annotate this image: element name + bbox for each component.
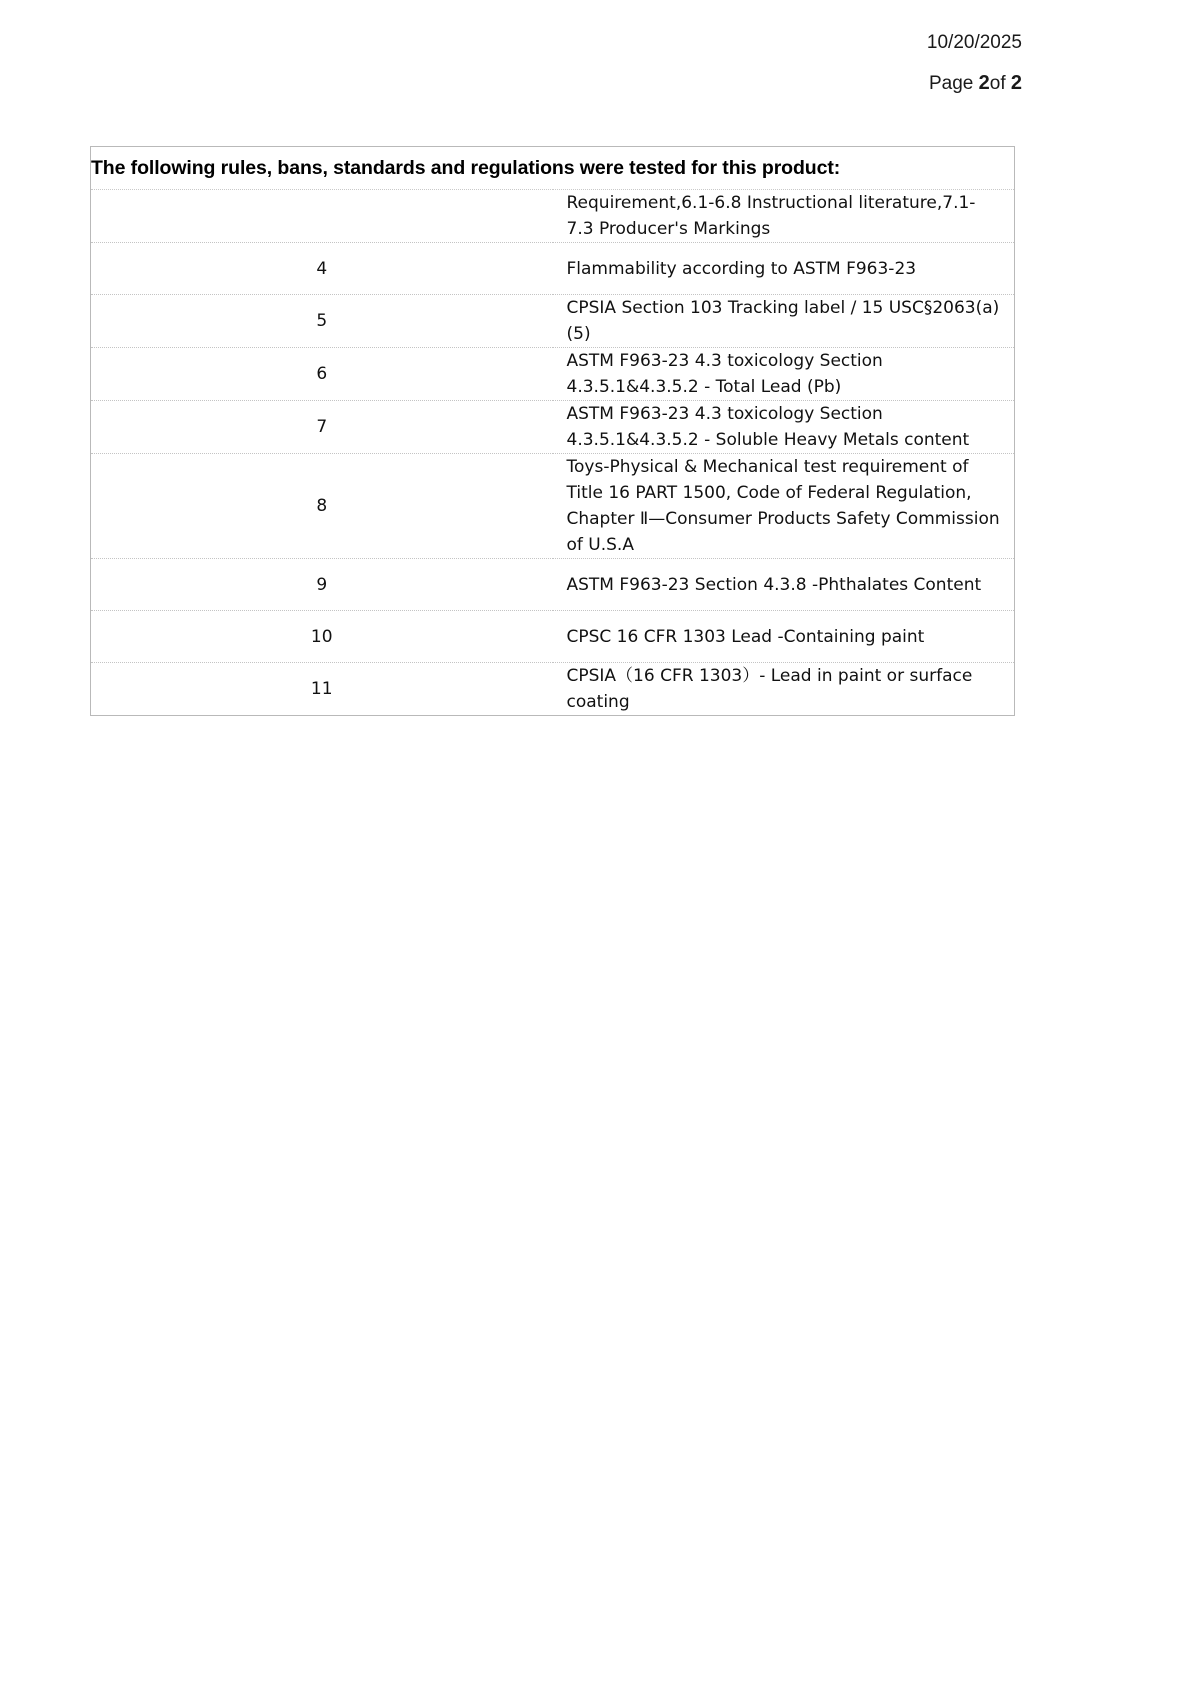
regulations-table-container	[90, 146, 1015, 716]
row-description: CPSC 16 CFR 1303 Lead -Containing paint	[553, 611, 1015, 663]
header-page-indicator	[927, 70, 1022, 97]
row-description: CPSIA Section 103 Tracking label / 15 USC§2063(a)(5)	[553, 295, 1015, 348]
table-row	[91, 559, 1015, 611]
row-number: 7	[91, 401, 553, 454]
table-row	[91, 454, 1015, 559]
row-number: 8	[91, 454, 553, 559]
row-description: ASTM F963-23 Section 4.3.8 -Phthalates Content	[553, 559, 1015, 611]
row-description: Flammability according to ASTM F963-23	[553, 243, 1015, 295]
page-number: 2	[978, 72, 990, 94]
page-header	[927, 30, 1022, 97]
table-row	[91, 401, 1015, 454]
row-number	[91, 190, 553, 243]
table-row	[91, 190, 1015, 243]
page-total: 2	[1010, 72, 1022, 94]
row-description: Toys-Physical & Mechanical test requirement of Title 16 PART 1500, Code of Federal Regulation, Chapter Ⅱ—Consumer Products Safety Commission of U.S.A	[553, 454, 1015, 559]
table-row	[91, 611, 1015, 663]
row-number: 4	[91, 243, 553, 295]
row-number: 6	[91, 348, 553, 401]
table-title-row	[91, 147, 1015, 190]
row-number: 9	[91, 559, 553, 611]
table-row	[91, 348, 1015, 401]
row-number: 10	[91, 611, 553, 663]
header-date: 10/20/2025	[926, 32, 1022, 53]
table-row	[91, 663, 1015, 716]
row-number: 5	[91, 295, 553, 348]
table-row	[91, 295, 1015, 348]
regulations-table-body	[91, 147, 1015, 716]
regulations-table	[90, 146, 1015, 716]
page-label: Page	[928, 73, 979, 94]
row-number: 11	[91, 663, 553, 716]
row-description: ASTM F963-23 4.3 toxicology Section 4.3.5.1&4.3.5.2 - Soluble Heavy Metals content	[553, 401, 1015, 454]
table-row	[91, 243, 1015, 295]
page-of-label: of	[989, 73, 1011, 94]
row-description: ASTM F963-23 4.3 toxicology Section 4.3.5.1&4.3.5.2 - Total Lead (Pb)	[553, 348, 1015, 401]
row-description: CPSIA（16 CFR 1303）- Lead in paint or surface coating	[553, 663, 1015, 716]
table-title: The following rules, bans, standards and regulations were tested for this product:	[91, 147, 1015, 190]
row-description: Requirement,6.1-6.8 Instructional literature,7.1-7.3 Producer's Markings	[553, 190, 1015, 243]
